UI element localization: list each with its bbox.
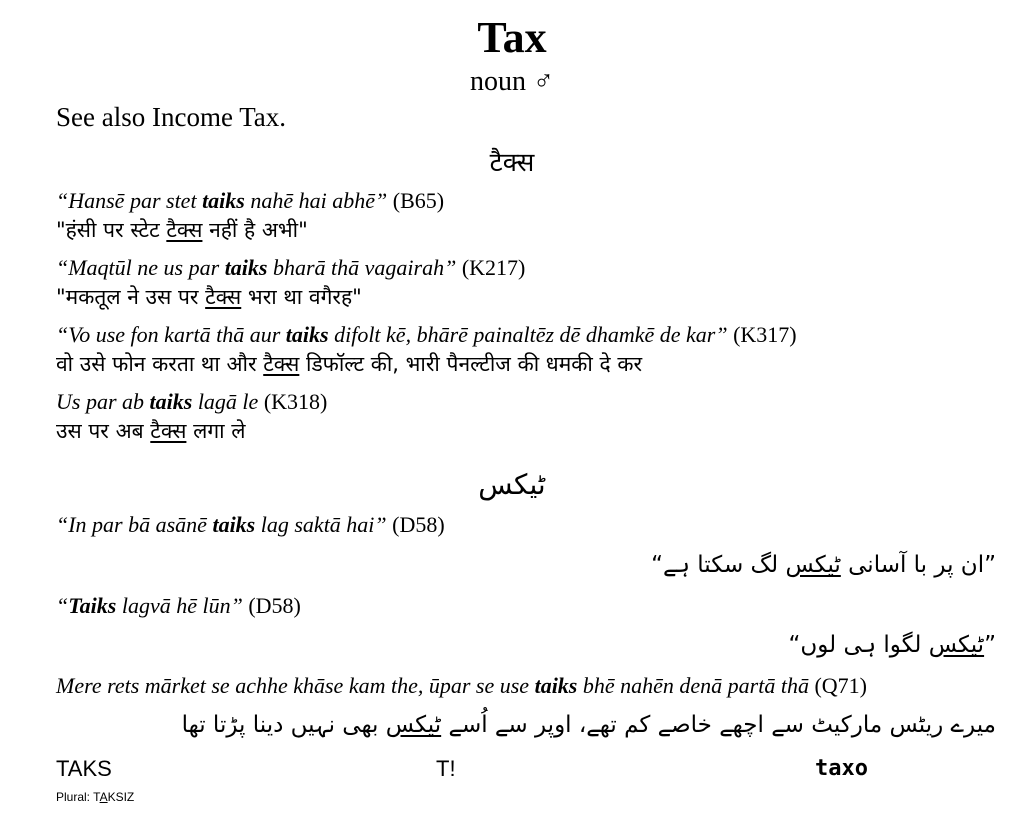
example-urdu-text: میرے ریٹس مارکیٹ سے اچھے خاصے کم تھے، اوپر سے اُسے ٹیکس بھی نہیں دینا پڑتا تھا bbox=[181, 712, 996, 738]
source-ref: (B65) bbox=[392, 188, 445, 213]
headword: Tax bbox=[477, 13, 547, 62]
example-hindi-text: "हंसी पर स्टेट टैक्स नहीं है अभी" bbox=[56, 218, 308, 242]
example-urdu-text: ”ان پر با آسانی ٹیکس لگ سکتا ہے“ bbox=[651, 552, 996, 578]
see-also-note: See also Income Tax. bbox=[56, 102, 287, 132]
part-of-speech: noun ♂ bbox=[470, 66, 554, 97]
example-hindi-text: "मकतूल ने उस पर टैक्स भरा था वगैरह" bbox=[56, 285, 362, 309]
example-transliteration: “Hansē par stet taiks nahē hai abhē” (B65) bbox=[56, 188, 445, 213]
example-transliteration: “Vo use fon kartā thā aur taiks difolt kē, bhārē painaltēz dē dhamkē de kar” (K317) bbox=[56, 322, 797, 347]
code-right: taxo bbox=[815, 756, 868, 781]
source-ref: (Q71) bbox=[814, 673, 868, 698]
plural-note: Plural: TAKSIZ bbox=[56, 790, 135, 804]
example-transliteration: Us par ab taiks lagā le (K318) bbox=[56, 389, 328, 414]
example-transliteration: Mere rets mārket se achhe khāse kam the, ūpar se use taiks bhē nahēn denā partā thā (Q71) bbox=[56, 673, 868, 698]
code-left: TAKS bbox=[56, 756, 112, 781]
hindi-heading: टैक्स bbox=[489, 148, 535, 178]
example-hindi-text: वो उसे फोन करता था और टैक्स डिफॉल्ट की, भारी पैनल्टीज की धमकी दे कर bbox=[56, 352, 643, 376]
source-ref: (D58) bbox=[248, 593, 301, 618]
source-ref: (K217) bbox=[461, 255, 526, 280]
example-urdu-text: ”ٹیکس لگوا ہی لوں“ bbox=[788, 632, 996, 658]
code-middle: T! bbox=[436, 756, 456, 781]
example-transliteration: “Maqtūl ne us par taiks bharā thā vagairah” (K217) bbox=[56, 255, 526, 280]
source-ref: (K318) bbox=[263, 389, 328, 414]
urdu-heading: ٹیکس bbox=[478, 468, 546, 501]
source-ref: (D58) bbox=[392, 512, 445, 537]
example-transliteration: “In par bā asānē taiks lag saktā hai” (D58) bbox=[56, 512, 445, 537]
example-hindi-text: उस पर अब टैक्स लगा ले bbox=[56, 419, 246, 443]
example-transliteration: “Taiks lagvā hē lūn” (D58) bbox=[56, 593, 301, 618]
source-ref: (K317) bbox=[733, 322, 797, 347]
